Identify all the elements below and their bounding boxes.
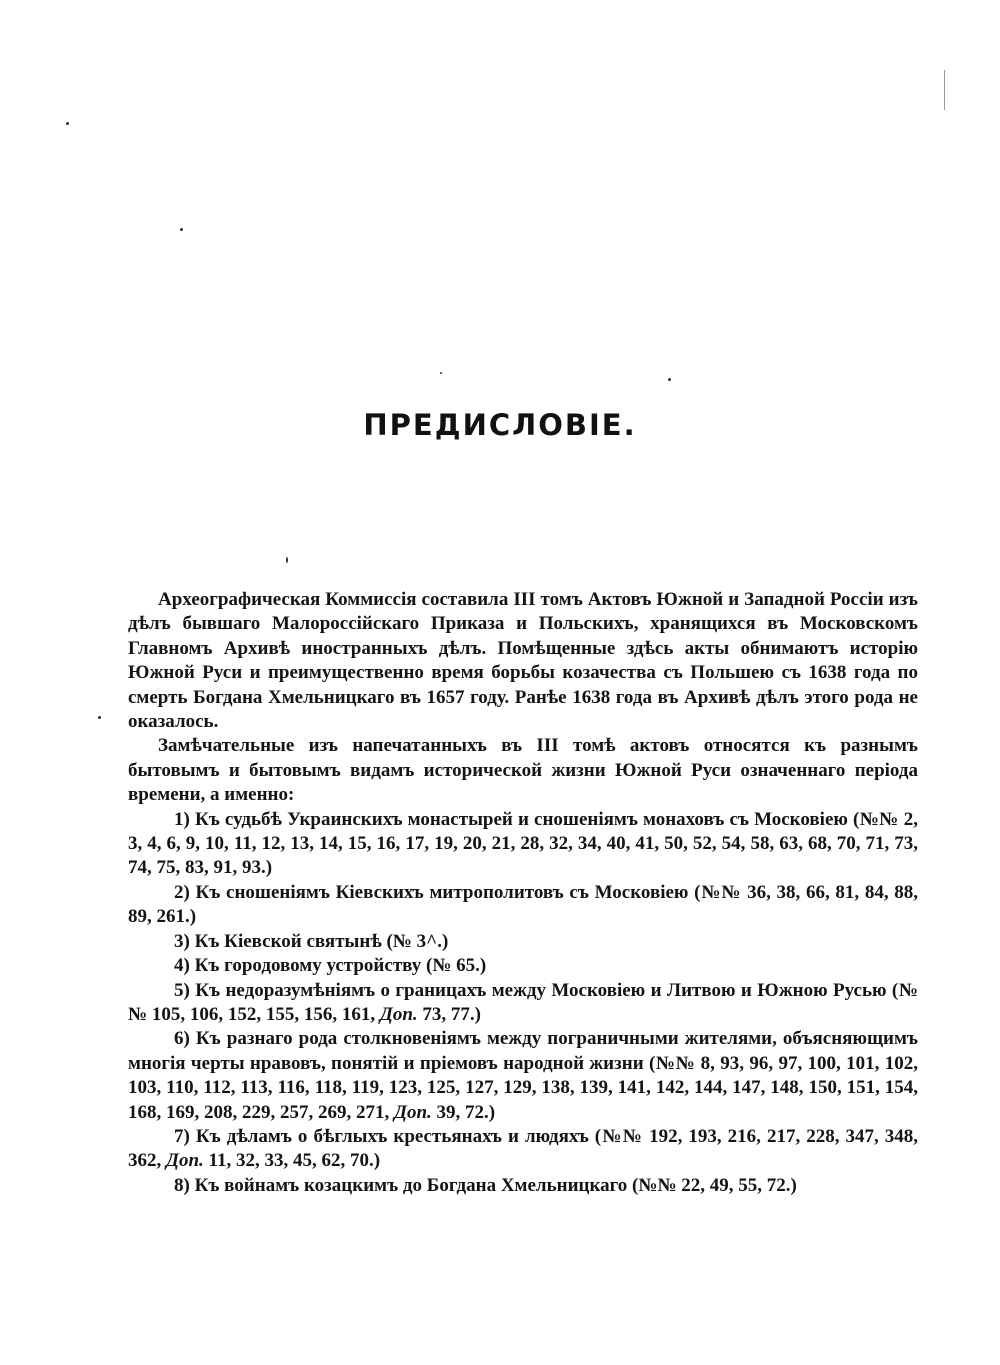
list-item-text: 6) Къ разнаго рода столкновеніямъ между пограничными жителями, объясняющимъ многія черты нравовъ, понятій и пріемовъ народной жизни (№№ 8, 93, 96, 97, 100, 101, 102, 103, 110, 112, 113, 116, 118, 119, 123, 125, 127, 129, 138, 139, 141, 142, 144, 147, 148, 150, 151, 154, 168, 169, 208, 229, 257, 269, 271,	[128, 1028, 918, 1123]
list-item-text: 7) Къ дѣламъ о бѣглыхъ крестьянахъ и людяхъ (№№ 192, 193, 216, 217, 228, 347, 348, 362,	[128, 1125, 918, 1172]
scan-edge-mark	[944, 70, 945, 110]
list-item: 8) Къ войнамъ козацкимъ до Богдана Хмельницкаго (№№ 22, 49, 55, 72.)	[174, 1174, 797, 1196]
page-title: ПРЕДИСЛОВIЕ.	[363, 408, 637, 442]
scan-speck	[286, 557, 288, 563]
list-item: 4) Къ городовому устройству (№ 65.)	[174, 955, 487, 977]
list-item-tail: 39, 72.)	[436, 1101, 496, 1123]
list-item	[128, 1125, 918, 1174]
scan-speck	[98, 716, 101, 719]
list-item: 2) Къ сношеніямъ Кіевскихъ митрополитовъ съ Московіею (№№ 36, 38, 66, 81, 84, 88, 89, 261.)	[128, 881, 918, 928]
preface-body	[128, 588, 918, 1198]
list-item-text: 5) Къ недоразумѣніямъ о границахъ между Московіею и Литвою и Южною Русью (№№ 105, 106, 152, 155, 156, 161,	[128, 979, 918, 1025]
list-item	[128, 1027, 918, 1125]
supplement-abbrev: Доп.	[379, 1003, 418, 1025]
paragraph-intro: Археографическая Коммиссія составила III томъ Актовъ Южной и Западной Россіи изъ дѣлъ бывшаго Малороссійскаго Приказа и Польскихъ, хранящихся въ Московскомъ Главномъ Архивѣ иностранныхъ дѣлъ. Помѣщенные здѣсь акты обнимаютъ исторію Южной Руси и преимущественно время борьбы козачества съ Польшею съ 1638 года по смерть Богдана Хмельницкаго въ 1657 году. Ранѣе 1638 года въ Архивѣ дѣлъ этого рода не оказалось.	[128, 589, 918, 733]
list-item-tail: 73, 77.)	[422, 1003, 481, 1025]
supplement-abbrev: Доп.	[166, 1150, 204, 1172]
supplement-abbrev: Доп.	[394, 1101, 432, 1123]
paragraph-summary: Замѣчательные изъ напечатанныхъ въ III томѣ актовъ относятся къ разнымъ бытовымъ и бытовымъ видамъ исторической жизни Южной Руси означеннаго періода времени, а именно:	[128, 735, 918, 806]
scan-speck	[668, 378, 671, 381]
scan-speck	[180, 228, 183, 231]
list-item: 3) Къ Кіевской святынѣ (№ 3^.)	[174, 930, 449, 952]
scan-speck	[66, 122, 69, 125]
scan-speck	[440, 372, 442, 374]
list-item	[128, 979, 918, 1028]
list-item: 1) Къ судьбѣ Украинскихъ монастырей и сношеніямъ монаховъ съ Московіею (№№ 2, 3, 4, 6, 9, 10, 11, 12, 13, 14, 15, 16, 17, 19, 20, 21, 28, 32, 34, 40, 41, 50, 52, 54, 58, 63, 68, 70, 71, 73, 74, 75, 83, 91, 93.)	[128, 808, 918, 879]
list-item-tail: 11, 32, 33, 45, 62, 70.)	[208, 1150, 381, 1172]
